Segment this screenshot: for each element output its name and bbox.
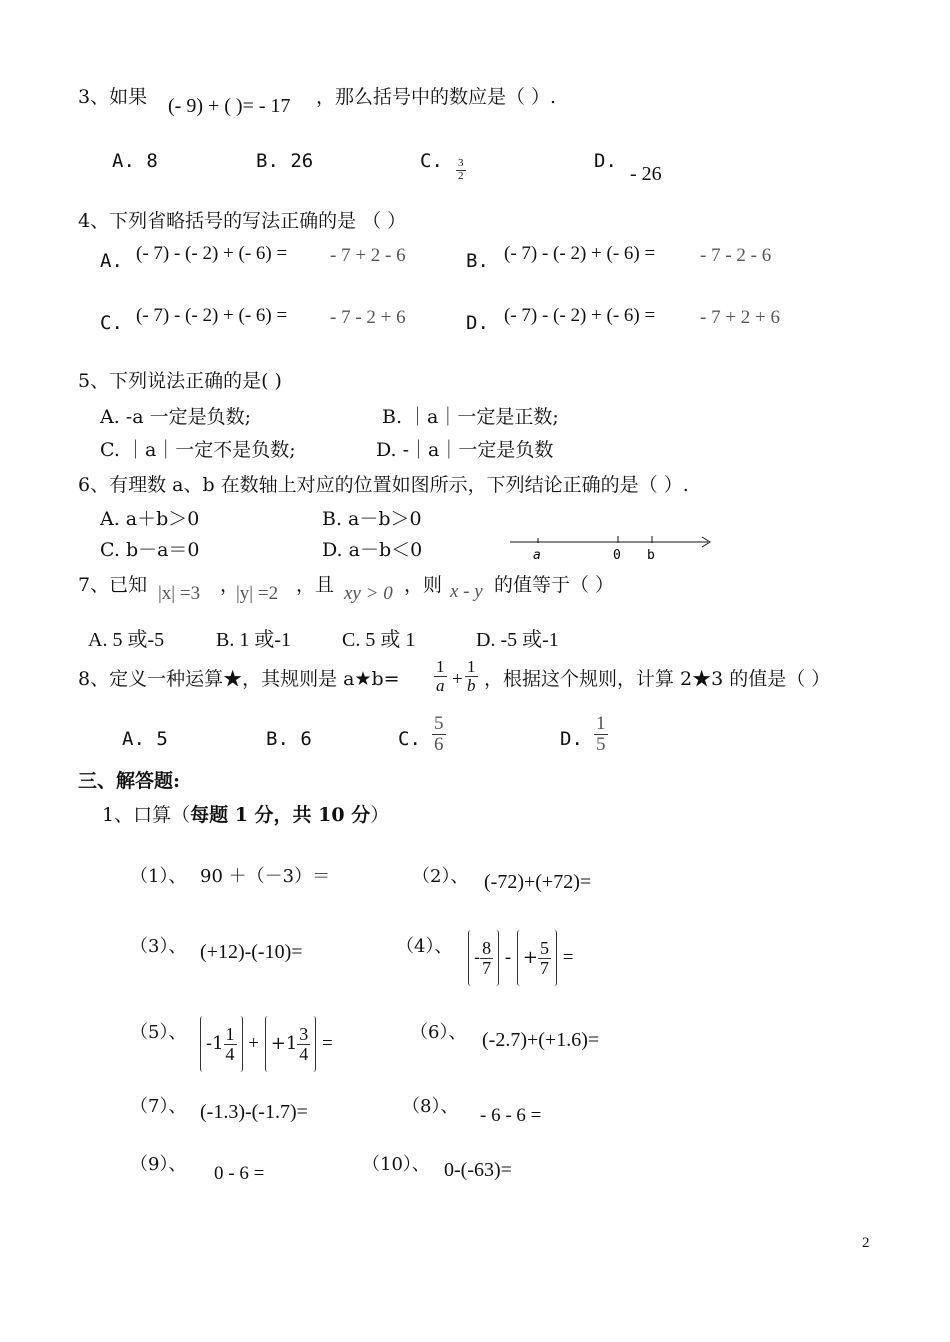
q5-stem: 5、下列说法正确的是( ) (78, 370, 282, 392)
q5-option-a: A. -a 一定是负数; (100, 406, 251, 428)
q4-c-right: - 7 - 2 + 6 (330, 307, 406, 328)
q3-option-d-value: - 26 (630, 163, 662, 185)
q4-b-left: (- 7) - (- 2) + (- 6) = (504, 243, 656, 264)
q7-expression: x - y (450, 581, 483, 602)
calc-6-expr: (-2.7)+(+1.6)= (482, 1029, 600, 1051)
q7-condition: xy > 0 (344, 583, 393, 604)
q4-a-label: A. (100, 250, 123, 272)
axis-label-b: b (647, 548, 655, 563)
calc-6-label: （6）、 (410, 1022, 467, 1043)
q3-option-d-label: D. (594, 150, 617, 172)
q4-b-right: - 7 - 2 - 6 (700, 245, 772, 266)
calc-8-label: （8）、 (402, 1096, 459, 1117)
page-number: 2 (862, 1235, 870, 1251)
q6-stem: 6、有理数 a、b 在数轴上对应的位置如图所示，下列结论正确的是（ ）. (78, 474, 689, 496)
calc-7-expr: (-1.3)-(-1.7)= (200, 1101, 308, 1123)
q3-option-b: B. 26 (256, 150, 314, 172)
q8-plus: + (452, 669, 463, 690)
q7-abs-y: |y| =2 (236, 583, 279, 604)
q8-option-c-fraction: $\frac{5}{6}$ (434, 713, 444, 755)
calc-5-label: （5）、 (130, 1022, 187, 1043)
q6-option-a: A. a＋b＞0 (100, 508, 200, 530)
q8-prefix: 8、定义一种运算★，其规则是 a★b= (78, 668, 400, 690)
calc-10-expr: 0-(-63)= (444, 1159, 512, 1181)
q4-d-left: (- 7) - (- 2) + (- 6) = (504, 305, 656, 326)
q5-option-b: B. ｜a｜一定是正数; (382, 406, 559, 428)
q4-a-left: (- 7) - (- 2) + (- 6) = (136, 243, 288, 264)
q7-option-b: B. 1 或-1 (216, 629, 291, 651)
calc-10-label: （10）、 (362, 1154, 430, 1175)
q7-suffix: 的值等于（ ） (494, 574, 615, 596)
q4-d-right: - 7 + 2 + 6 (700, 307, 781, 328)
q4-a-right: - 7 + 2 - 6 (330, 245, 406, 266)
calc-3-expr: (+12)-(-10)= (200, 941, 303, 963)
calc-9-expr: 0 - 6 = (214, 1163, 265, 1184)
q7-mid: ，且 (296, 574, 335, 596)
q8-option-d-label: D. (560, 728, 583, 750)
q7-prefix: 7、已知 (78, 574, 148, 596)
calc-1-expr: 90 ＋（－3）＝ (200, 866, 331, 887)
q3-prefix: 3、如果 (78, 86, 148, 108)
q8-suffix: ，根据这个规则，计算 2★3 的值是（ ） (484, 668, 831, 690)
q8-fraction-1: $\frac{1}{a}$ (436, 657, 445, 695)
q7-option-a: A. 5 或-5 (88, 629, 165, 651)
q4-c-left: (- 7) - (- 2) + (- 6) = (136, 305, 288, 326)
calc-9-label: （9）、 (130, 1154, 187, 1175)
calc-4-expr: - $\frac{8}{7}$ - + $\frac{5}{7}$ = (468, 930, 573, 986)
q3-option-c-label: C. (420, 150, 443, 172)
q8-option-c-label: C. (398, 728, 421, 750)
q4-d-label: D. (466, 312, 489, 334)
q6-option-c: C. b－a＝0 (100, 539, 200, 561)
number-line-diagram (506, 530, 716, 564)
q8-option-d-fraction: $\frac{1}{5}$ (596, 713, 606, 755)
q4-stem: 4、下列省略括号的写法正确的是 （ ） (78, 210, 407, 232)
q4-c-label: C. (100, 312, 123, 334)
q7-abs-x: |x| =3 (158, 583, 201, 604)
q6-option-d: D. a－b＜0 (322, 539, 423, 561)
calc-3-label: （3）、 (130, 936, 187, 957)
calc-2-label: （2）、 (412, 866, 469, 887)
q3-option-a: A. 8 (112, 150, 158, 172)
axis-label-zero: 0 (613, 548, 621, 563)
q7-option-c: C. 5 或 1 (342, 629, 416, 651)
q4-b-label: B. (466, 250, 489, 272)
q8-fraction-2: $\frac{1}{b}$ (467, 657, 476, 695)
calc-5-expr: -1 $\frac{1}{4}$ + +1 $\frac{3}{4}$ = (200, 1016, 333, 1072)
q3-suffix: ，那么括号中的数应是（ ）. (316, 86, 557, 108)
q5-option-d: D. -｜a｜一定是负数 (376, 439, 554, 461)
q7-sep2: ，则 (404, 574, 443, 596)
calc-8-expr: - 6 - 6 = (480, 1105, 542, 1126)
axis-label-a: a (533, 548, 541, 563)
q3-option-c-fraction: $\frac{3}{2}$ (458, 157, 464, 182)
q8-option-a: A. 5 (122, 728, 168, 750)
calc-4-label: （4）、 (396, 936, 453, 957)
section-title: 三、解答题: (78, 770, 181, 792)
q6-option-b: B. a－b＞0 (322, 508, 422, 530)
section-subtitle: 1、口算（每题 1 分，共 10 分） (102, 804, 390, 826)
calc-7-label: （7）、 (130, 1096, 187, 1117)
q8-option-b: B. 6 (266, 728, 312, 750)
calc-1-label: （1）、 (130, 866, 187, 887)
q5-option-c: C. ｜a｜一定不是负数; (100, 439, 296, 461)
q7-option-d: D. -5 或-1 (476, 629, 559, 651)
q7-sep1: ， (220, 574, 240, 596)
q3-expression: (- 9) + ( )= - 17 (168, 95, 291, 117)
calc-2-expr: (-72)+(+72)= (484, 871, 592, 893)
